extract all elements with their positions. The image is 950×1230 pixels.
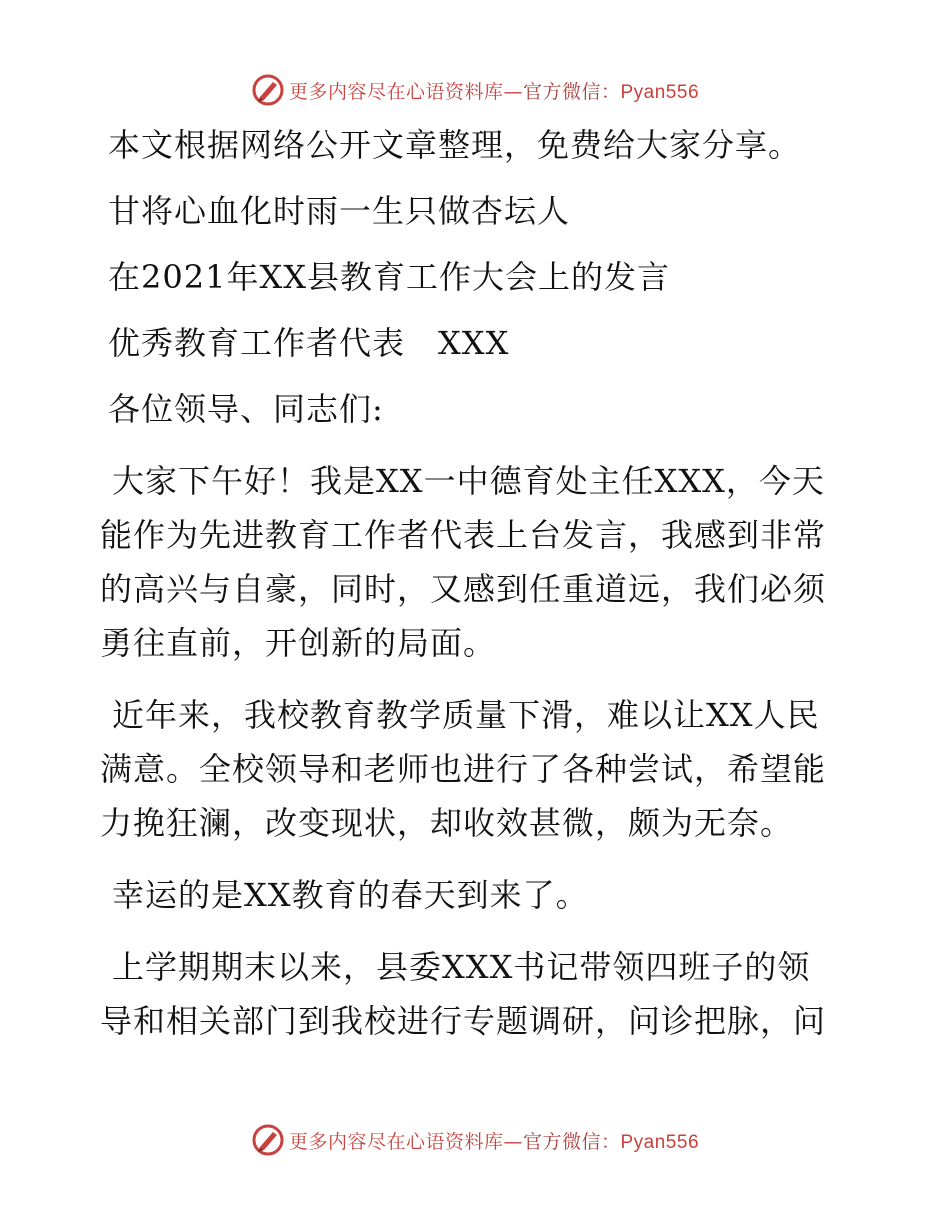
speaker-line: 优秀教育工作者代表 XXX: [108, 324, 510, 362]
header-banner-text: [289, 77, 699, 104]
spacer: [100, 370, 860, 382]
paragraph-line: 大家下午好！我是XX一中德育处主任XXX，今天: [112, 462, 825, 500]
spacer: [100, 670, 860, 688]
spacer: [100, 850, 860, 868]
footer-banner-account: Pyan556: [620, 1131, 700, 1153]
paragraph-line: 幸运的是XX教育的春天到来了。: [112, 876, 589, 914]
paragraph-line: 力挽狂澜，改变现状，却收效甚微，颇为无奈。: [100, 804, 794, 842]
footer-banner-dash: —: [503, 1130, 523, 1153]
paragraph-1: [100, 454, 860, 670]
doc-subtitle: 在2021年XX县教育工作大会上的发言: [108, 258, 671, 296]
paragraph-2: [100, 688, 860, 850]
spacer: [100, 436, 860, 454]
paragraph-4: [100, 940, 860, 1048]
header-banner: [0, 70, 950, 110]
document-body: [100, 118, 860, 1048]
paragraph-line: 导和相关部门到我校进行专题调研，问诊把脉，问: [100, 1002, 827, 1040]
pen-logo-icon: [251, 73, 285, 107]
paragraph-line: 满意。全校领导和老师也进行了各种尝试，希望能: [100, 750, 827, 788]
header-banner-dash: —: [503, 80, 523, 103]
footer-banner: [0, 1120, 950, 1160]
header-banner-inner: [251, 73, 699, 107]
intro-line: 本文根据网络公开文章整理，免费给大家分享。: [108, 126, 802, 164]
doc-title: 甘将心血化时雨一生只做杏坛人: [108, 192, 571, 230]
header-banner-main: 更多内容尽在心语资料库: [288, 80, 504, 103]
footer-banner-main: 更多内容尽在心语资料库: [288, 1130, 504, 1153]
footer-banner-wechat: 官方微信：: [522, 1130, 621, 1153]
salutation: 各位领导、同志们:: [108, 390, 384, 428]
footer-banner-inner: [251, 1123, 699, 1157]
header-banner-wechat: 官方微信：: [522, 80, 621, 103]
spacer: [100, 304, 860, 316]
paragraph-3: [100, 868, 860, 922]
paragraph-line: 的高兴与自豪，同时，又感到任重道远，我们必须: [100, 570, 827, 608]
paragraph-line: 近年来，我校教育教学质量下滑，难以让XX人民: [112, 696, 820, 734]
spacer: [100, 172, 860, 184]
paragraph-line: 能作为先进教育工作者代表上台发言，我感到非常: [100, 516, 827, 554]
header-banner-account: Pyan556: [620, 81, 700, 103]
footer-banner-text: [289, 1127, 699, 1154]
paragraph-line: 上学期期末以来，县委XXX书记带领四班子的领: [112, 948, 811, 986]
spacer: [100, 238, 860, 250]
paragraph-line: 勇往直前，开创新的局面。: [100, 624, 497, 662]
pen-logo-icon: [251, 1123, 285, 1157]
spacer: [100, 922, 860, 940]
